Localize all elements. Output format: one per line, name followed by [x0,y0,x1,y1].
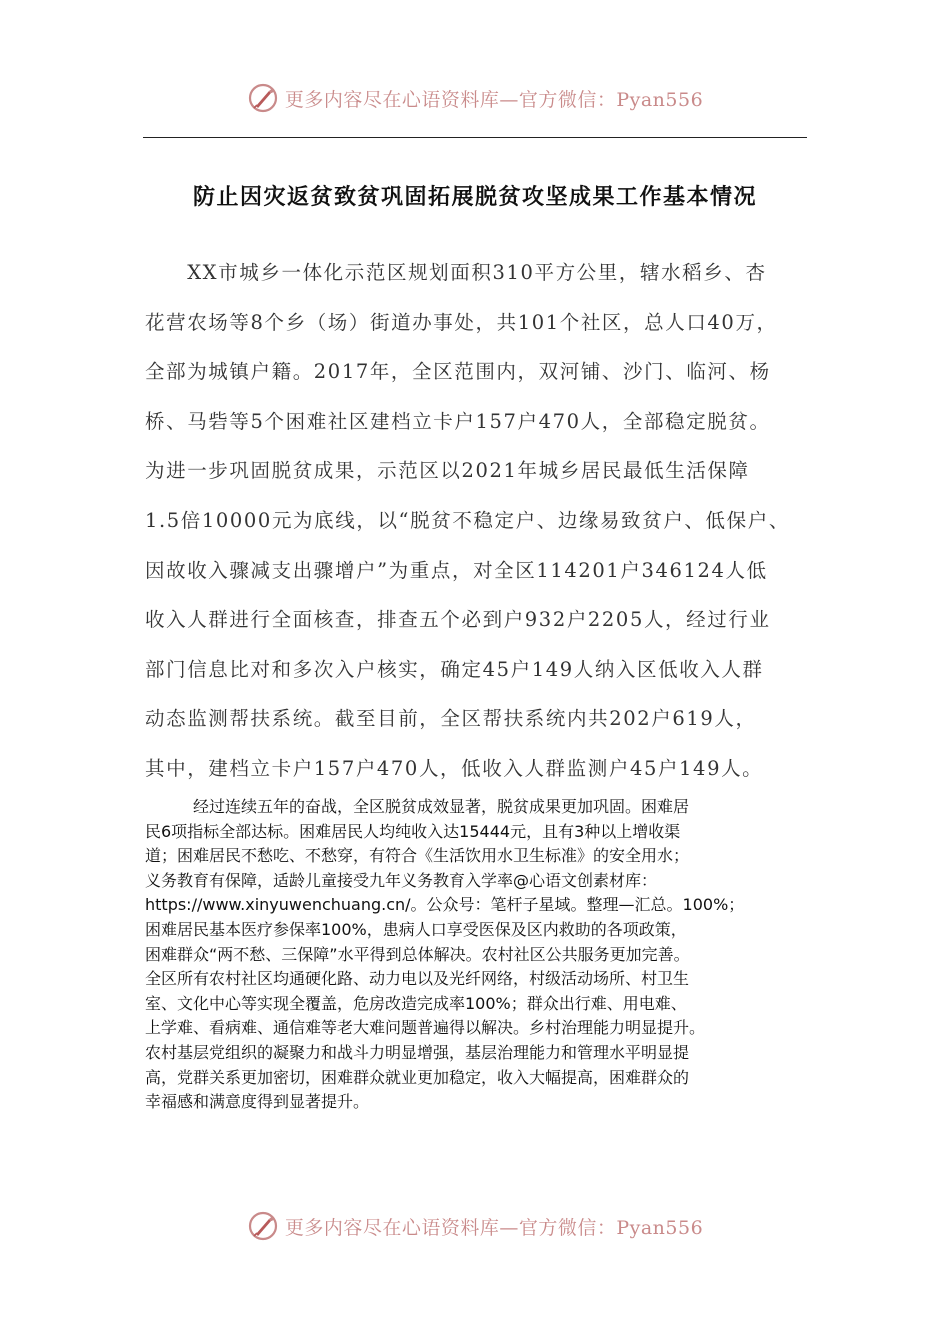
document-title: 防止因灾返贫致贫巩固拓展脱贫攻坚成果工作基本情况 [192,185,757,210]
paragraph-line: 义务教育有保障，适龄儿童接受九年义务教育入学率@心语文创素材库： [145,870,658,890]
header-divider [143,137,807,138]
footer-watermark [0,1210,950,1242]
paragraph-line: 全部为城镇户籍。2017年，全区范围内，双河铺、沙门、临河、杨 [145,360,771,384]
paragraph-line: XX市城乡一体化示范区规划面积310平方公里，辖水稻乡、杏 [145,261,767,284]
paragraph-line: 花营农场等8个乡（场）街道办事处，共101个社区，总人口40万， [145,310,778,334]
paragraph-line: https://www.xinyuwenchuang.cn/。公众号：笔杆子星域。整理—汇总。100%； [145,895,745,915]
header-watermark-text: 更多内容尽在心语资料库—官方微信：Pyan556 [284,88,704,111]
paragraph-line: 民6项指标全部达标。困难居民人均纯收入达15444元，且有3种以上增收渠 [145,821,681,841]
quill-logo-icon [247,82,279,114]
paragraph-line: 高，党群关系更加密切，困难群众就业更加稳定，收入大幅提高，困难群众的 [145,1067,690,1087]
paragraph-line: 困难居民基本医疗参保率100%，患病人口享受医保及区内救助的各项政策， [145,919,687,939]
paragraph-overview [145,248,805,794]
paragraph-line: 农村基层党组织的凝聚力和战斗力明显增强，基层治理能力和管理水平明显提 [145,1042,690,1062]
paragraph-line: 道；困难居民不愁吃、不愁穿，有符合《生活饮用水卫生标准》的安全用水； [145,846,690,866]
header-watermark [0,82,950,114]
quill-logo-icon [247,1210,279,1242]
paragraph-line: 动态监测帮扶系统。截至目前，全区帮扶系统内共202户619人， [145,707,757,731]
paragraph-line: 收入人群进行全面核查，排查五个必到户932户2205人，经过行业 [145,608,771,632]
paragraph-achievements [145,795,805,1115]
paragraph-line: 因故收入骤减支出骤增户”为重点，对全区114201户346124人低 [145,558,768,582]
paragraph-line: 全区所有农村社区均通硬化路、动力电以及光纤网络，村级活动场所、村卫生 [145,969,690,989]
paragraph-line: 困难群众“两不愁、三保障”水平得到总体解决。农村社区公共服务更加完善。 [145,944,690,964]
paragraph-line: 部门信息比对和多次入户核实，确定45户149人纳入区低收入人群 [145,657,764,681]
paragraph-line: 室、文化中心等实现全覆盖，危房改造完成率100%；群众出行难、用电难、 [145,993,687,1013]
paragraph-line: 上学难、看病难、通信难等老大难问题普遍得以解决。乡村治理能力明显提升。 [145,1018,706,1038]
paragraph-line: 桥、马砦等5个困难社区建档立卡户157户470人，全部稳定脱贫。 [145,409,771,433]
paragraph-line: 1.5倍10000元为底线，以“脱贫不稳定户、边缘易致贫户、低保户、 [145,508,790,532]
paragraph-line: 经过连续五年的奋战，全区脱贫成效显著，脱贫成果更加巩固。困难居 [145,797,690,816]
paragraph-line: 为进一步巩固脱贫成果，示范区以2021年城乡居民最低生活保障 [145,459,750,483]
paragraph-line: 幸福感和满意度得到显著提升。 [145,1092,370,1112]
paragraph-line: 其中，建档立卡户157户470人，低收入人群监测户45户149人。 [145,756,764,780]
footer-watermark-text: 更多内容尽在心语资料库—官方微信：Pyan556 [284,1216,704,1239]
